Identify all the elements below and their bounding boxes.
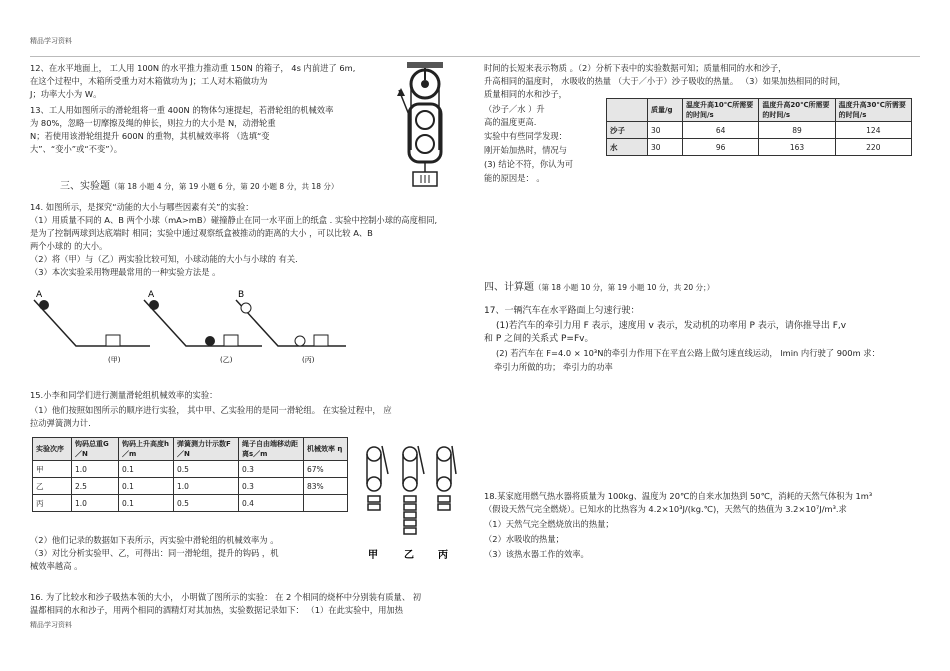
- q16-right-line3: 质量相同的水和沙子，: [484, 89, 567, 99]
- table-cell: 1.0: [72, 461, 119, 478]
- table-cell: 30: [648, 139, 683, 156]
- q14-line6: （3）本次实验采用物理最常用的一种实验方法是 。: [30, 267, 221, 277]
- table-cell: 乙: [33, 478, 72, 495]
- table-cell: 83%: [304, 478, 348, 495]
- q14-line1: 14. 如图所示，是探究“动能的大小与哪些因素有关”的实验：: [30, 202, 254, 212]
- table-cell: 0.3: [239, 461, 304, 478]
- table-cell: 0.1: [119, 461, 174, 478]
- table-cell: 67%: [304, 461, 348, 478]
- table-cell: 30: [648, 122, 683, 139]
- pulley-efficiency-table: [32, 437, 348, 512]
- q18-line5: （3）该热水器工作的效率。: [484, 549, 589, 559]
- table-cell: 2.5: [72, 478, 119, 495]
- q16-line1: 16. 为了比较水和沙子吸热本领的大小， 小明做了图所示的实验： 在 2 个相同的烧杯中分别装有质量、 初: [30, 592, 422, 602]
- q17-line2: (1)若汽车的牵引力用 F 表示，速度用 v 表示，发动机的功率用 P 表示，请你推导出 F,v: [496, 321, 847, 331]
- table-row: [33, 478, 348, 495]
- col-header: 质量/g: [648, 99, 683, 122]
- col-header: 绳子自由端移动距离s／m: [239, 438, 304, 461]
- q14-line2: （1）用质量不同的 A、B 两个小球（mA>mB）碰撞静止在同一水平面上的纸盒 . 实验中控制小球的高度相同,: [30, 215, 438, 225]
- table-cell: 沙子: [607, 122, 648, 139]
- pulley-system-figure: [395, 60, 455, 190]
- heating-time-table: [606, 98, 912, 156]
- ramp-experiment-figure: [30, 288, 350, 364]
- pulley-set-label-2: 乙: [404, 550, 414, 561]
- table-header-row: [33, 438, 348, 461]
- q16-right-line2: 升高相同的温度时， 水吸收的热量 （大于／小于）沙子吸收的热量。 （3）如果加热相同的时间，: [484, 76, 846, 86]
- q16-right-line5: 高的温度更高.: [484, 117, 537, 127]
- ramp-label-1: A: [36, 290, 43, 300]
- table-cell: 0.1: [119, 478, 174, 495]
- table-cell: 96: [683, 139, 759, 156]
- table-cell: 水: [607, 139, 648, 156]
- table-cell: 89: [759, 122, 835, 139]
- ramp-bing: [236, 300, 346, 346]
- table-cell: 0.1: [119, 495, 174, 512]
- section3-title: 三、实验题（第 18 小题 4 分，第 19 小题 6 分，第 20 小题 8 分，共 18 分）: [60, 181, 339, 192]
- table-row: [33, 461, 348, 478]
- col-header: 实验次序: [33, 438, 72, 461]
- q12-line2: 在这个过程中，木箱所受重力对木箱做功为 J；工人对木箱做功为: [30, 76, 268, 86]
- table-cell: 0.3: [239, 478, 304, 495]
- q17-line3: 和 P 之间的关系式 P=Fv。: [484, 334, 594, 344]
- col-header: 弹簧测力计示数F／N: [174, 438, 239, 461]
- table-cell: 1.0: [174, 478, 239, 495]
- q18-line2: （假设天然气完全燃烧）。已知水的比热容为 4.2×10³J/(kg.℃)，天然气的热值为 3.2×10⁷J/m³.求: [484, 504, 847, 514]
- pulley-set-label-1: 甲: [368, 550, 378, 561]
- header-label: 精品学习资料: [30, 37, 72, 45]
- q12-line3: J；功率大小为 W。: [30, 89, 102, 99]
- q15-line3: 拉动弹簧测力计.: [30, 418, 91, 428]
- table-row: [607, 122, 912, 139]
- ramp-caption-3: (丙): [302, 356, 315, 364]
- table-cell: 丙: [33, 495, 72, 512]
- ramp-jia: [34, 300, 150, 346]
- q15-line4: （2）他们记录的数据如下表所示，丙实验中滑轮组的机械效率为 。: [30, 535, 279, 545]
- col-header: 机械效率 η: [304, 438, 348, 461]
- table-cell: 1.0: [72, 495, 119, 512]
- q12-line1: 12、在水平地面上， 工人用 100N 的水平推力推动重 150N 的箱子， 4s 内前进了 6m,: [30, 63, 356, 73]
- q17-line4: (2) 若汽车在 F=4.0 × 10³N的牵引力作用下在平直公路上做匀速直线运动， lmin 内行驶了 900m 求：: [496, 348, 880, 358]
- q15-line1: 15.小李和同学们进行测量滑轮组机械效率的实验：: [30, 390, 218, 400]
- q13-line4: 大”、“变小”或“不变”）。: [30, 144, 123, 154]
- table-cell: 0.5: [174, 461, 239, 478]
- table-header-row: [607, 99, 912, 122]
- table-cell: 124: [835, 122, 911, 139]
- q13-line3: N；若使用该滑轮组提升 600N 的重物，其机械效率将 （选填“变: [30, 131, 270, 141]
- q14-line3: 是为了控制两球到达底端时 相同；实验中通过观察纸盒被推动的距离的大小 ，可以比较 A、B: [30, 228, 373, 238]
- pulley-set-label-3: 丙: [438, 550, 448, 561]
- table-cell: 220: [835, 139, 911, 156]
- q14-line4: 两个小球的 的大小。: [30, 241, 108, 251]
- ramp-label-3: B: [238, 290, 245, 300]
- q17-line1: 17、一辆汽车在水平路面上匀速行驶：: [484, 306, 640, 316]
- ramp-caption-2: (乙): [220, 356, 233, 364]
- q15-line5: （3）对比分析实验甲、乙，可得出：同一滑轮组，提升的钩码 ，机: [30, 548, 279, 558]
- q16-right-line7: 刚开始加热时，情况与: [484, 145, 567, 155]
- table-cell: 163: [759, 139, 835, 156]
- ramp-caption-1: (甲): [108, 356, 121, 364]
- table-cell: 0.4: [239, 495, 304, 512]
- col-header: 温度升高20℃所需要的时间/s: [759, 99, 835, 122]
- q16-right-line9: 能的原因是： 。: [484, 173, 545, 183]
- q15-line6: 械效率越高 。: [30, 561, 83, 571]
- q16-right-line4: （沙子／水 ）升: [484, 104, 545, 114]
- q13-line2: 为 80%，忽略一切摩擦及绳的伸长，则拉力的大小是 N，动滑轮重: [30, 118, 276, 128]
- q14-line5: （2）将（甲）与（乙）两实验比较可知，小球动能的大小与小球的 有关．: [30, 254, 304, 264]
- table-cell: 甲: [33, 461, 72, 478]
- q18-line1: 18.某家庭用燃气热水器将质量为 100kg、温度为 20℃的自来水加热到 50℃，消耗的天然气体积为 1m³: [484, 491, 873, 501]
- section4-title: 四、计算题（第 18 小题 10 分，第 19 小题 10 分，共 20 分；）: [484, 282, 715, 293]
- table-cell: 0.5: [174, 495, 239, 512]
- footer-label: 精品学习资料: [30, 621, 72, 629]
- table-cell: 64: [683, 122, 759, 139]
- col-header: 钩码总重G／N: [72, 438, 119, 461]
- header-divider: [30, 56, 920, 57]
- table-row: [33, 495, 348, 512]
- q18-line3: （1）天然气完全燃烧放出的热量；: [484, 519, 614, 529]
- col-header: 温度升高10℃所需要的时间/s: [683, 99, 759, 122]
- q15-line2: （1）他们按照如图所示的顺序进行实验， 其中甲、乙实验用的是同一滑轮组。 在实验过程中， 应: [30, 405, 392, 415]
- pulley-sets-figure: [358, 440, 458, 564]
- table-cell: [304, 495, 348, 512]
- q17-line5: 牵引力所做的功； 牵引力的功率: [494, 362, 613, 372]
- col-header: [607, 99, 648, 122]
- col-header: 钩码上升高度h／m: [119, 438, 174, 461]
- q13-line1: 13、工人用如图所示的滑轮组将一重 400N 的物体匀速提起，若滑轮组的机械效率: [30, 105, 334, 115]
- q16-right-line1: 时间的长短来表示物质 。（2）分析下表中的实验数据可知；质量相同的水和沙子，: [484, 63, 787, 73]
- q18-line4: （2）水吸收的热量；: [484, 534, 564, 544]
- ramp-label-2: A: [148, 290, 155, 300]
- table-row: [607, 139, 912, 156]
- col-header: 温度升高30℃所需要的时间/s: [835, 99, 911, 122]
- q16-line2: 温都相同的水和沙子，用两个相同的酒精灯对其加热，实验数据记录如下： （1）在此实验中，用加热: [30, 605, 403, 615]
- q16-right-line6: 实验中有些同学发现：: [484, 131, 567, 141]
- q16-right-line8: (3) 结论不符，你认为可: [484, 159, 574, 169]
